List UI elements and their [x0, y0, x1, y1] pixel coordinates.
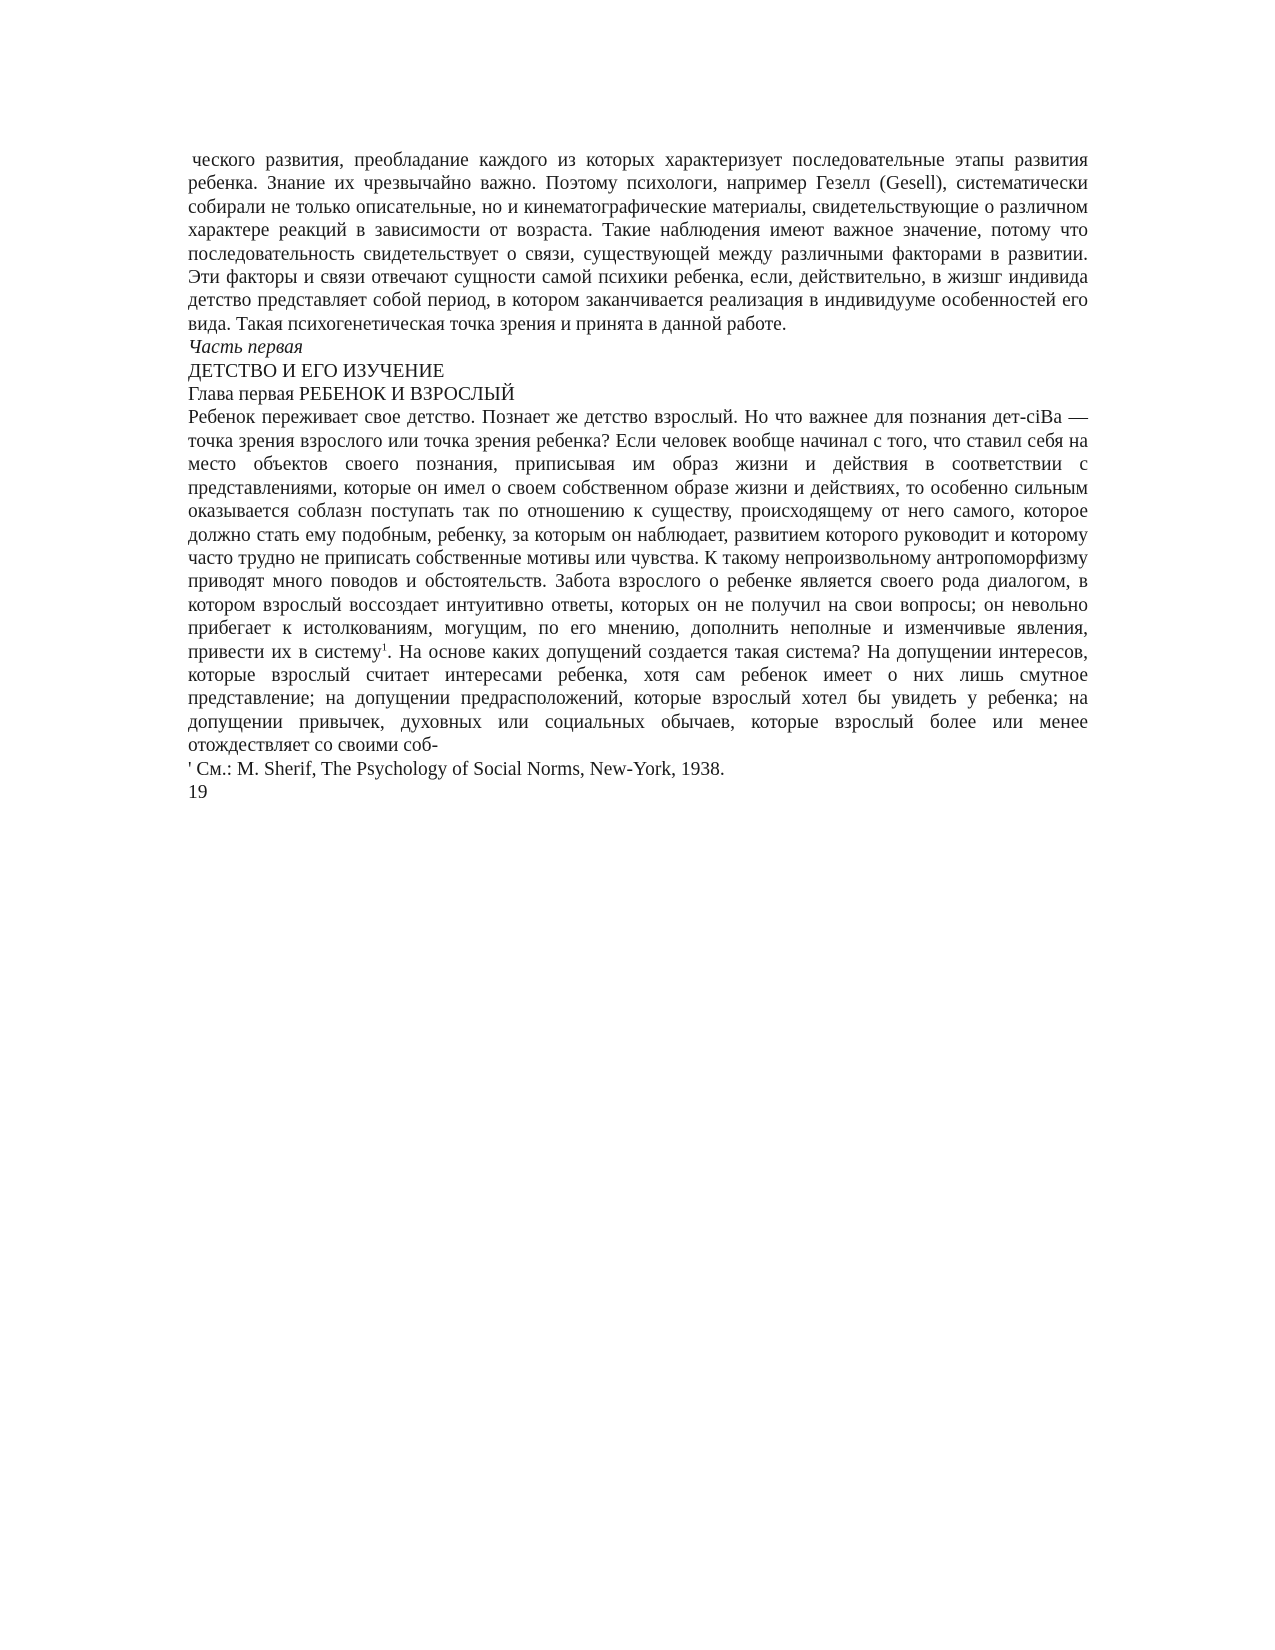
main-paragraph — [188, 406, 1088, 757]
part-label: Часть первая — [188, 337, 303, 359]
document-page — [188, 149, 1088, 804]
footnote-ref: 1 — [381, 641, 388, 654]
main-paragraph-part-b: . На основе каких допущений создается такая система? На допущении интересов, которые взрослый считает интересами ребенка, хотя сам ребенок имеет о них лишь смутное представление; на допущении предрасположений, которые взрослый хотел бы увидеть у ребенка; на допущении привычек, духовных или социальных обычаев, которые взрослый более или менее отождествляет со своими соб- — [188, 641, 1088, 757]
part-title: ДЕТСТВО И ЕГО ИЗУЧЕНИЕ — [188, 360, 445, 382]
chapter-title: Глава первая РЕБЕНОК И ВЗРОСЛЫЙ — [188, 384, 515, 406]
main-paragraph-part-a: Ребенок переживает свое детство. Познает же детство взрослый. Но что важнее для познания дет-ciBa — точка зрения взрослого или точка зрения ребенка? Если человек вообще начинал с того, что ставил себя на место объектов своего познания, приписывая им образ жизни и действия в соответствии с представлениями, которые он имел о своем собственном образе жизни и действиях, то особенно сильным оказывается соблазн поступать так по отношению к существу, происходящему от него самого, которое должно стать ему подобным, ребенку, за которым он наблюдает, развитием которого руководит и которому часто трудно не приписать собственные мотивы или чувства. К такому непроизвольному антропоморфизму приводят много поводов и обстоятельств. Забота взрослого о ребенке является своего рода диалогом, в котором взрослый воссоздает интуитивно ответы, которых он не получил на свои вопросы; он невольно прибегает к истолкованиям, могущим, по его мнению, дополнить неполные и изменчивые явления, привести их в систему — [188, 407, 1088, 663]
intro-paragraph: ческого развития, преобладание каждого из которых характеризует последовательные этапы развития ребенка. Знание их чрезвычайно важно. Поэтому психологи, например Гезелл (Gesell), систематически собирали не только описательные, но и кинематографические материалы, свидетельствующие о различном характере реакций в зависимости от возраста. Такие наблюдения имеют важное значение, потому что последовательность свидетельствует о связи, существующей между различными факторами в развитии. Эти факторы и связи отвечают сущности самой психики ребенка, если, действительно, в жизшг индивида детство представляет собой период, в котором заканчивается реализация в индивидууме особенностей его вида. Такая психогенетическая точка зрения и принята в данной работе. — [188, 150, 1088, 335]
page-number: 19 — [188, 781, 208, 803]
footnote: ' См.: M. Sherif, The Psychology of Social Norms, New-York, 1938. — [188, 758, 725, 780]
